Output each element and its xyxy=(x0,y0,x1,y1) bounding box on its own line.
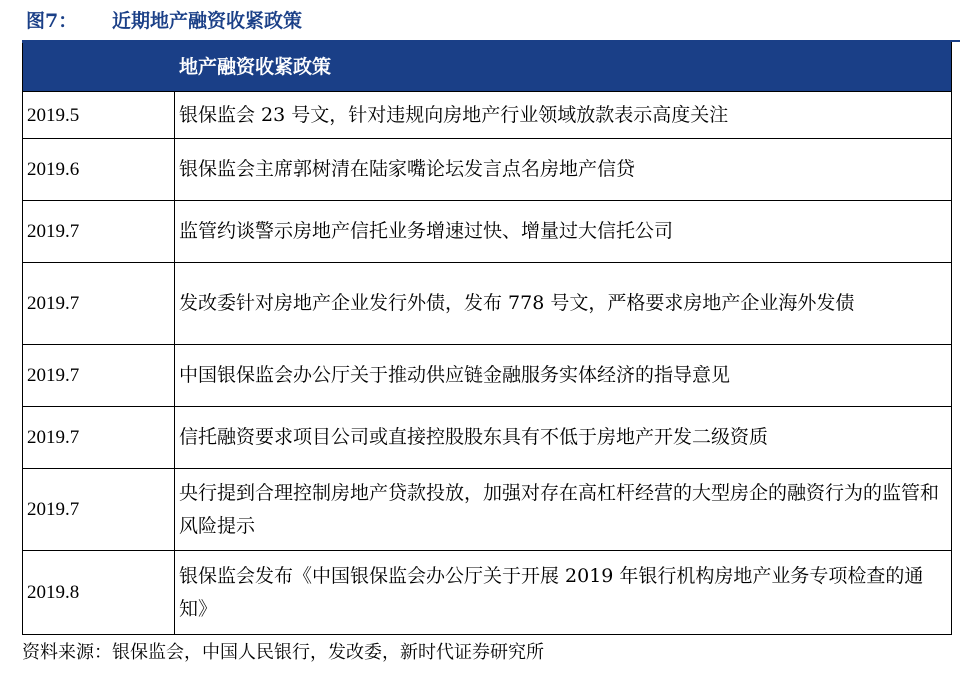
table-header-row xyxy=(23,43,952,92)
date-cell: 2019.8 xyxy=(23,551,175,635)
policy-cell: 中国银保监会办公厅关于推动供应链金融服务实体经济的指导意见 xyxy=(175,345,952,407)
table-row xyxy=(23,92,952,139)
policy-cell: 银保监会发布《中国银保监会办公厅关于开展 2019 年银行机构房地产业务专项检查的通知》 xyxy=(175,551,952,635)
policy-cell: 信托融资要求项目公司或直接控股股东具有不低于房地产开发二级资质 xyxy=(175,407,952,469)
policy-cell: 央行提到合理控制房地产贷款投放，加强对存在高杠杆经营的大型房企的融资行为的监管和风险提示 xyxy=(175,469,952,551)
table-row xyxy=(23,551,952,635)
figure-number: 图7： xyxy=(26,10,78,32)
table-row xyxy=(23,345,952,407)
date-cell: 2019.7 xyxy=(23,263,175,345)
policy-table xyxy=(22,42,952,635)
figure-title-text: 近期地产融资收紧政策 xyxy=(112,10,303,32)
date-cell: 2019.5 xyxy=(23,92,175,139)
table-row xyxy=(23,263,952,345)
policy-cell: 发改委针对房地产企业发行外债，发布 778 号文，严格要求房地产企业海外发债 xyxy=(175,263,952,345)
policy-cell: 银保监会主席郭树清在陆家嘴论坛发言点名房地产信贷 xyxy=(175,139,952,201)
figure-title xyxy=(26,6,302,36)
policy-cell: 银保监会 23 号文，针对违规向房地产行业领域放款表示高度关注 xyxy=(175,92,952,139)
table-row xyxy=(23,407,952,469)
header-date-cell xyxy=(23,43,175,92)
policy-cell: 监管约谈警示房地产信托业务增速过快、增量过大信托公司 xyxy=(175,201,952,263)
table-row xyxy=(23,139,952,201)
date-cell: 2019.7 xyxy=(23,407,175,469)
header-policy-cell: 地产融资收紧政策 xyxy=(175,43,952,92)
table-row xyxy=(23,201,952,263)
date-cell: 2019.7 xyxy=(23,469,175,551)
source-note: 资料来源：银保监会，中国人民银行，发改委，新时代证券研究所 xyxy=(22,642,544,663)
date-cell: 2019.6 xyxy=(23,139,175,201)
date-cell: 2019.7 xyxy=(23,201,175,263)
table-row xyxy=(23,469,952,551)
date-cell: 2019.7 xyxy=(23,345,175,407)
